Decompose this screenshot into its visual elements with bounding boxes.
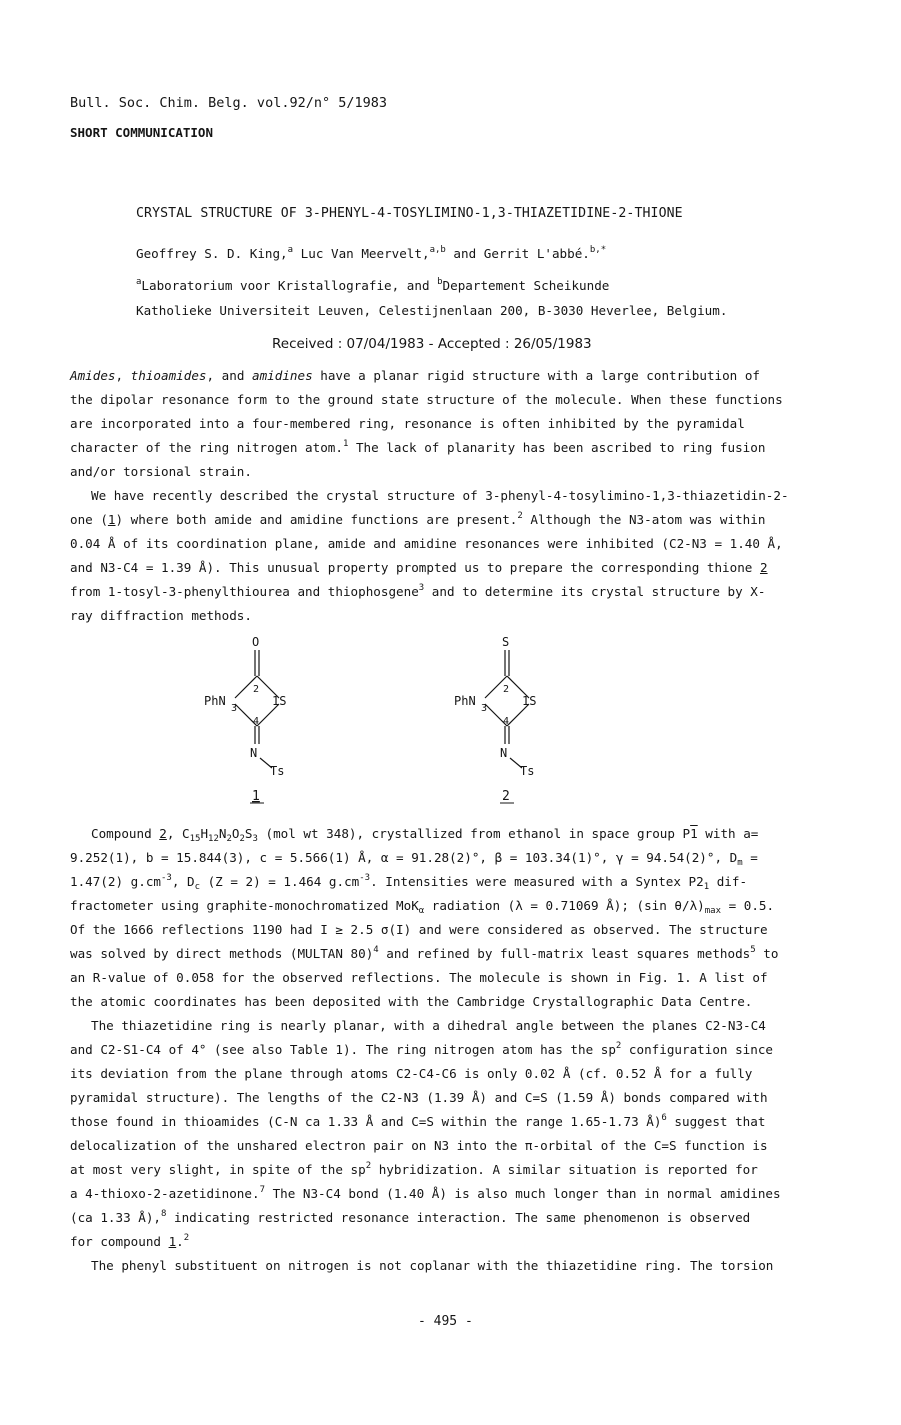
p3-l2-b: = — [742, 850, 758, 865]
affiliation-line-2: Katholieke Universiteit Leuven, Celestijnenlaan 200, B-3030 Heverlee, Belgium. — [136, 303, 728, 318]
struct2-n: N — [500, 746, 508, 760]
structure-compound-2 — [440, 632, 580, 812]
formula-h: H — [200, 826, 209, 841]
ref-5: 5 — [750, 945, 756, 955]
article-title: CRYSTAL STRUCTURE OF 3-PHENYL-4-TOSYLIMINO-1,3-THIAZETIDINE-2-THIONE — [136, 206, 683, 221]
p3-l1-a: Compound — [91, 826, 160, 841]
struct1-pos-2: 2 — [253, 684, 260, 695]
struct2-phn: PhN — [454, 694, 476, 708]
p3-line-6 — [70, 942, 778, 966]
struct2-pos-3: 3 — [481, 703, 488, 714]
p4-l10-b: . — [176, 1234, 184, 1249]
compound-ref-2: 2 — [759, 560, 768, 575]
ref-2: 2 — [517, 511, 523, 521]
p4-line-3: its deviation from the plane through atoms C2-C4-C6 is only 0.02 Å (cf. 0.52 Å for a fully — [70, 1066, 753, 1081]
author-labbe: and Gerrit L'abbé. — [445, 246, 590, 261]
struct2-ts: Ts — [520, 764, 535, 778]
affil-lab: Laboratorium voor Kristallografie, and — [141, 278, 438, 293]
p3-l3-c: (Z = 2) = 1.464 g.cm — [200, 874, 360, 889]
p4-line-6: delocalization of the unshared electron pair on N3 into the π-orbital of the C=S function is — [70, 1138, 768, 1153]
struct2-top-atom: S — [502, 635, 510, 649]
p3-l3-sub2: 1 — [703, 882, 710, 892]
p4-l5-a: those found in thioamides (C-N ca 1.33 Å and C=S within the range 1.65-1.73 Å) — [70, 1114, 662, 1129]
formula-h-count: 12 — [208, 834, 219, 844]
p3-l6-a: was solved by direct methods (MULTAN 80) — [70, 946, 374, 961]
p3-l2-sub: m — [737, 858, 743, 868]
p4-line-8 — [70, 1182, 781, 1206]
p4-line-5 — [70, 1110, 765, 1134]
p3-line-4 — [70, 894, 774, 918]
compound-ref-2b: 2 — [159, 826, 167, 841]
p2-l2-c: Although the N3-atom was within — [522, 512, 766, 527]
compound-ref-1: 1 — [107, 512, 116, 527]
author-van-meervelt: Luc Van Meervelt, — [293, 246, 430, 261]
p3-l2-a: 9.252(1), b = 15.844(3), c = 5.566(1) Å, α = 91.28(2)°, β = 103.34(1)°, γ = 94.54(2)°, D — [70, 850, 738, 865]
p1-sep2: , and — [206, 368, 252, 383]
p4-l8-a: a 4-thioxo-2-azetidinone. — [70, 1186, 260, 1201]
p3-l4-c: = 0.5. — [721, 898, 775, 913]
p3-line-1 — [91, 822, 758, 846]
p4-l9-b: indicating restricted resonance interaction. The same phenomenon is observed — [166, 1210, 751, 1225]
p1-term-thioamides: thioamides — [130, 368, 207, 383]
ref-3: 3 — [418, 583, 425, 593]
p2-line-6: ray diffraction methods. — [70, 608, 252, 623]
p3-l1-c: (mol wt 348), crystallized from ethanol in space group P — [257, 826, 691, 841]
section-label: SHORT COMMUNICATION — [70, 125, 213, 140]
page-number: - 495 - — [418, 1314, 473, 1329]
ref-7: 7 — [259, 1185, 265, 1195]
space-group-bar: 1 — [690, 826, 698, 841]
p3-line-2 — [70, 846, 758, 870]
affil-marker-b: b — [437, 277, 443, 287]
struct1-pos-4: 4 — [253, 716, 260, 727]
p4-line-7 — [70, 1158, 758, 1182]
struct1-phn: PhN — [204, 694, 226, 708]
author-king: Geoffrey S. D. King, — [136, 246, 288, 261]
p5-line-1: The phenyl substituent on nitrogen is not coplanar with the thiazetidine ring. The torsion — [91, 1258, 774, 1273]
p1-line-3: are incorporated into a four-membered ring, resonance is often inhibited by the pyramidal — [70, 416, 745, 431]
author-labbe-affil: b,* — [589, 245, 607, 255]
p3-l4-b: radiation (λ = 0.71069 Å); (sin θ/λ) — [424, 898, 705, 913]
p1-line-2: the dipolar resonance form to the ground state structure of the molecule. When these functions — [70, 392, 783, 407]
affil-marker-a: a — [136, 277, 142, 287]
p3-l1-d: with a= — [697, 826, 759, 841]
p3-line-8: the atomic coordinates has been deposited with the Cambridge Crystallographic Data Centre. — [70, 994, 753, 1009]
p2-l2-a: one ( — [70, 512, 108, 527]
struct2-s1: 1S — [522, 694, 537, 708]
p4-l9-a: (ca 1.33 Å), — [70, 1210, 161, 1225]
p3-line-5: Of the 1666 reflections 1190 had I ≥ 2.5 σ(I) and were considered as observed. The structure — [70, 922, 768, 937]
p2-line-2 — [70, 508, 765, 532]
p3-l3-sub: c — [194, 882, 201, 892]
p2-line-1: We have recently described the crystal structure of 3-phenyl-4-tosylimino-1,3-thiazetidin-2- — [91, 488, 789, 503]
p1-l1-rest: have a planar rigid structure with a large contribution of — [312, 368, 761, 383]
p4-line-2 — [70, 1038, 773, 1062]
p1-sep1: , — [115, 368, 131, 383]
struct2-pos-2: 2 — [503, 684, 510, 695]
p3-l3-d: . Intensities were measured with a Syntex P2 — [370, 874, 704, 889]
author-king-affil: a — [287, 245, 294, 255]
p2-line-4 — [70, 556, 768, 580]
p2-l5-a: from 1-tosyl-3-phenylthiourea and thiophosgene — [70, 584, 419, 599]
p2-l2-b: ) where both amide and amidine functions are present. — [115, 512, 518, 527]
journal-citation: Bull. Soc. Chim. Belg. vol.92/n° 5/1983 — [70, 95, 387, 111]
formula-n: N — [218, 826, 227, 841]
p2-line-3: 0.04 Å of its coordination plane, amide and amidine resonances were inhibited (C2-N3 = 1.40 Å, — [70, 536, 783, 551]
p3-l4-sub: α — [418, 906, 425, 916]
p3-l1-b: , C — [166, 826, 190, 841]
p4-l8-b: The N3-C4 bond (1.40 Å) is also much longer than in normal amidines — [264, 1186, 781, 1201]
p4-line-1: The thiazetidine ring is nearly planar, with a dihedral angle between the planes C2-N3-C4 — [91, 1018, 766, 1033]
p3-l4-sub2: max — [704, 906, 722, 916]
struct2-label: 2 — [502, 789, 510, 804]
ref-6: 6 — [661, 1113, 667, 1123]
formula-o-count: 2 — [239, 834, 245, 844]
p3-line-3 — [70, 870, 747, 894]
p1-l4-b: The lack of planarity has been ascribed to ring fusion — [348, 440, 766, 455]
struct2-pos-4: 4 — [503, 716, 510, 727]
received-accepted-dates: Received : 07/04/1983 - Accepted : 26/05/1983 — [272, 336, 592, 352]
ref-4: 4 — [373, 945, 379, 955]
p1-term-amides: Amides — [70, 368, 116, 383]
p3-l3-b: , D — [171, 874, 195, 889]
p1-line-4 — [70, 436, 765, 460]
formula-c-count: 15 — [189, 834, 201, 844]
formula-n-count: 2 — [226, 834, 232, 844]
p4-line-9 — [70, 1206, 750, 1230]
author-list — [136, 246, 606, 261]
p4-l2-b: configuration since — [621, 1042, 773, 1057]
author-van-meervelt-affil: a,b — [429, 245, 446, 255]
p3-l6-c: to — [755, 946, 779, 961]
p2-l5-b: and to determine its crystal structure by X- — [424, 584, 766, 599]
p3-l4-a: fractometer using graphite-monochromatized MoK — [70, 898, 419, 913]
p4-l7-a: at most very slight, in spite of the sp — [70, 1162, 366, 1177]
p4-l7-b: hybridization. A similar situation is reported for — [371, 1162, 758, 1177]
p3-l6-b: and refined by full-matrix least squares methods — [378, 946, 751, 961]
p4-line-4: pyramidal structure). The lengths of the C2-N3 (1.39 Å) and C=S (1.59 Å) bonds compared with — [70, 1090, 768, 1105]
ref-2b: 2 — [183, 1233, 190, 1243]
structure-compound-1 — [190, 632, 330, 812]
p1-line-1 — [70, 364, 760, 388]
p1-line-5: and/or torsional strain. — [70, 464, 252, 479]
ref-1: 1 — [342, 439, 349, 449]
formula-o: O — [231, 826, 240, 841]
p4-l10-a: for compound — [70, 1234, 169, 1249]
p2-line-5 — [70, 580, 765, 604]
p4-line-10 — [70, 1230, 189, 1254]
p4-l5-b: suggest that — [666, 1114, 766, 1129]
struct1-ts: Ts — [270, 764, 285, 778]
p3-line-7: an R-value of 0.058 for the observed reflections. The molecule is shown in Fig. 1. A list of — [70, 970, 768, 985]
struct1-s1: 1S — [272, 694, 287, 708]
p1-l4-a: character of the ring nitrogen atom. — [70, 440, 343, 455]
struct1-label: 1 — [252, 789, 260, 804]
struct1-pos-3: 3 — [231, 703, 238, 714]
ref-8: 8 — [161, 1209, 167, 1219]
p1-term-amidines: amidines — [252, 368, 313, 383]
formula-s-count: 3 — [252, 834, 258, 844]
p3-l3-a: 1.47(2) g.cm — [70, 874, 161, 889]
struct1-top-atom: O — [252, 635, 260, 649]
compound-ref-1b: 1 — [168, 1234, 177, 1249]
p4-l7-sup: 2 — [365, 1161, 372, 1171]
affiliation-line-1 — [136, 278, 609, 293]
p3-l3-sup1: -3 — [161, 873, 172, 883]
affil-dept: Departement Scheikunde — [442, 278, 610, 293]
p2-l4-a: and N3-C4 = 1.39 Å). This unusual property prompted us to prepare the corresponding thione — [70, 560, 760, 575]
p3-l3-e: dif- — [709, 874, 748, 889]
formula-s: S — [244, 826, 253, 841]
p4-l2-sup: 2 — [615, 1041, 622, 1051]
p4-l2-a: and C2-S1-C4 of 4° (see also Table 1). The ring nitrogen atom has the sp — [70, 1042, 616, 1057]
struct1-n: N — [250, 746, 258, 760]
p3-l3-sup2: -3 — [359, 873, 371, 883]
